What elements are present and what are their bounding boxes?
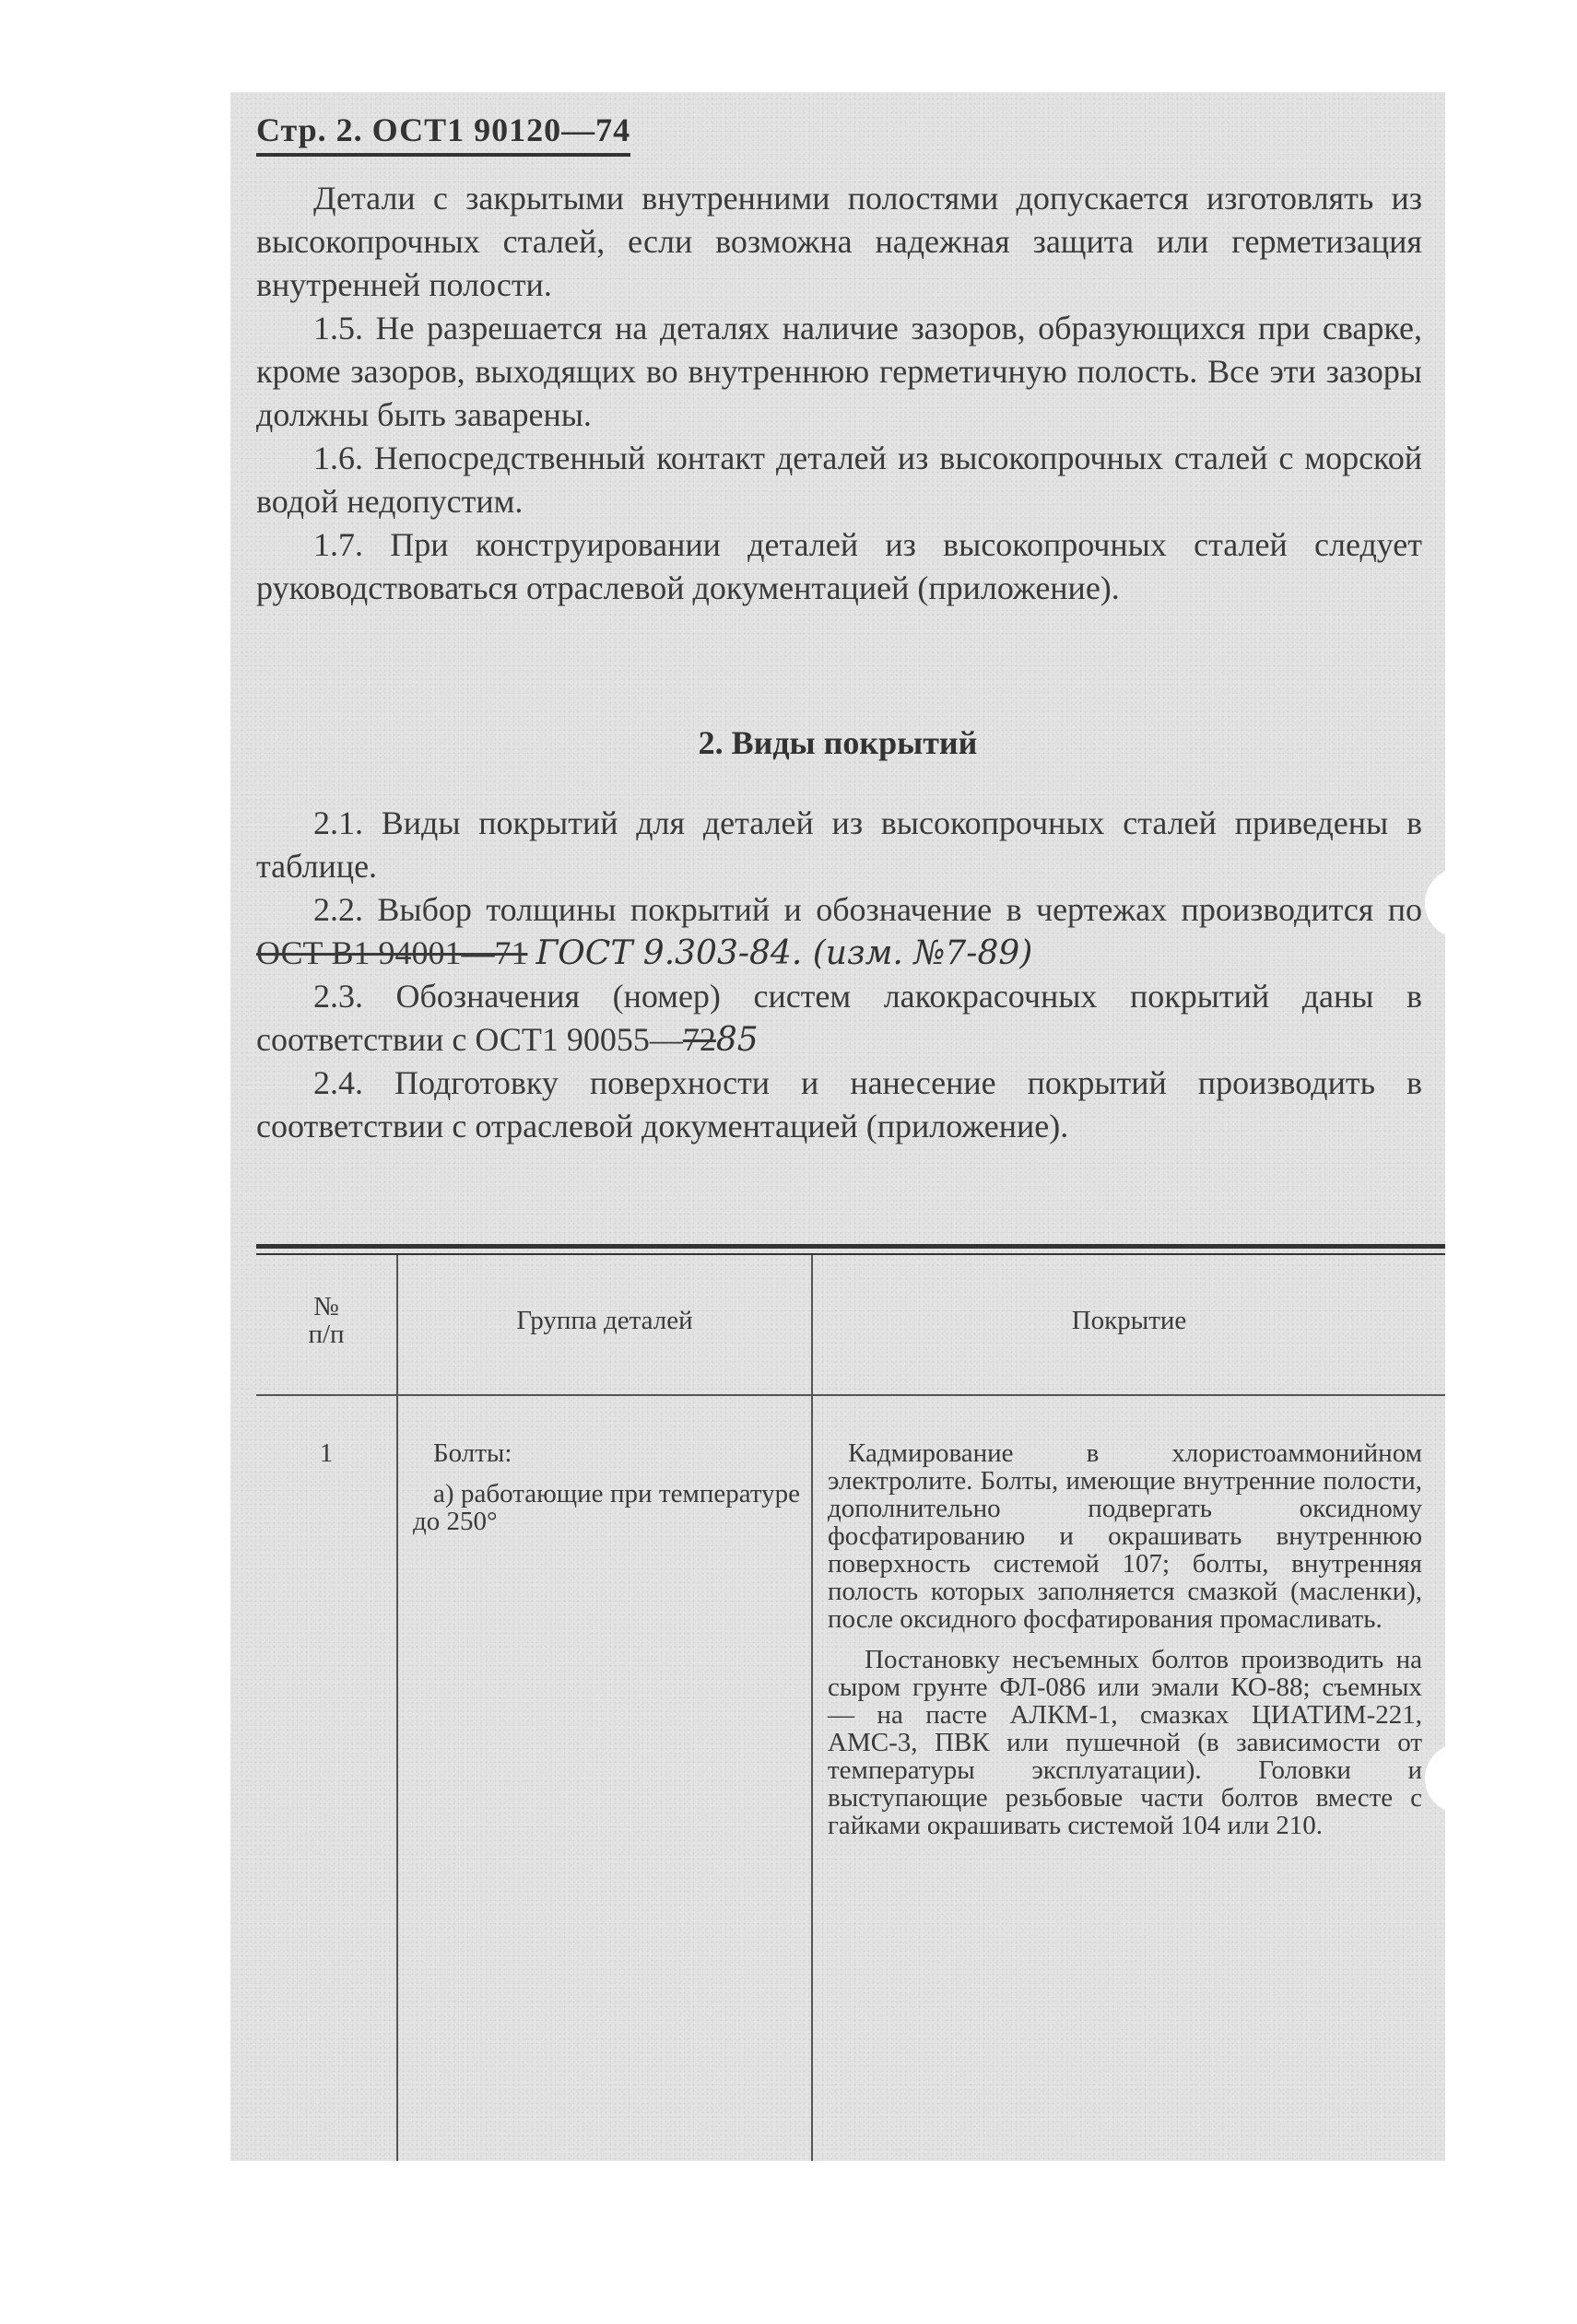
row-group-subitem: а) работающие при температуре до 250°	[413, 1479, 800, 1536]
paragraph-2-2-text: 2.2. Выбор толщины покрытий и обозначение в чертежах производится по	[313, 891, 1422, 928]
row-number: 1	[319, 1438, 334, 1468]
number-sign: №	[313, 1292, 339, 1321]
paragraph-2-3	[256, 975, 1422, 1062]
number-abbrev: п/п	[308, 1320, 345, 1349]
table-header-group: Группа деталей	[516, 1306, 693, 1335]
body-text-block	[256, 177, 1422, 610]
paragraph-2-4: 2.4. Подготовку поверхности и нанесение покрытий производить в соответствии с отраслевой документацией (приложение).	[256, 1064, 1422, 1144]
table-top-rule-thin	[256, 1253, 1445, 1255]
row-group-title: Болты:	[433, 1438, 512, 1468]
section-title: 2. Виды покрытий	[698, 724, 978, 761]
document-page	[230, 92, 1445, 2161]
section-2-text-block	[256, 802, 1422, 1148]
paragraph-2-3-text: 2.3. Обозначения (номер) систем лакокрасочных покрытий даны в соответствии с ОСТ1 90055—	[256, 978, 1422, 1058]
paragraph-1-6: 1.6. Непосредственный контакт деталей из высокопрочных сталей с морской водой недопустим.	[256, 440, 1422, 520]
paragraph-1-5: 1.5. Не разрешается на деталях наличие зазоров, образующихся при сварке, кроме зазоров, выходящих во внутреннюю герметичную полость. Все эти зазоры должны быть заварены.	[256, 310, 1422, 433]
row-coverage-cell	[828, 1439, 1422, 1852]
handwritten-reference: ГОСТ 9.303-84. (изм. №7-89)	[535, 934, 1033, 972]
table-header-rule	[256, 1394, 1445, 1396]
page-notch-top	[1425, 868, 1460, 938]
table-column-divider-2	[811, 1255, 813, 2161]
paragraph-1-7: 1.7. При конструировании деталей из высокопрочных сталей следует руководствоваться отраслевой документацией (приложение).	[256, 526, 1422, 606]
paragraph-2-2	[256, 888, 1422, 975]
struck-year: 72	[682, 1021, 716, 1058]
struck-reference: ОСТ В1 94001—71	[256, 934, 528, 971]
paragraph-intro: Детали с закрытыми внутренними полостями допускается изготовлять из высокопрочных сталей, если возможна надежная защита или герметизация внутренней полости.	[256, 180, 1422, 303]
table-header-number	[256, 1293, 396, 1348]
table-header-coverage: Покрытие	[1071, 1306, 1187, 1335]
handwritten-year: 85	[715, 1021, 759, 1059]
coverage-paragraph-1: Кадмирование в хлористоаммонийном электролите. Болты, имеющие внутренние полости, дополнительно подвергать оксидному фосфатированию и окрашивать внутреннюю поверхность системой 107; болты, внутренняя полость которых заполняется смазкой (масленки), после оксидного фосфатирования промасливать.	[828, 1438, 1422, 1634]
paragraph-2-1: 2.1. Виды покрытий для деталей из высокопрочных сталей приведены в таблице.	[256, 804, 1422, 885]
table-top-rule	[256, 1244, 1445, 1249]
row-group-cell	[413, 1439, 800, 1535]
page-notch-bottom	[1425, 1743, 1460, 1813]
table-column-divider-1	[396, 1255, 398, 2161]
coverage-paragraph-2: Постановку несъемных болтов производить на сыром грунте ФЛ-086 или эмали КО-88; съемных — на пасте АЛКМ-1, смазках ЦИАТИМ-221, АМС-3, ПВК или пушечной (в зависимости от температуры эксплуатации). Головки и выступающие резьбовые части болтов вместе с гайками окрашивать системой 104 или 210.	[828, 1645, 1422, 1840]
page-header: Стр. 2. ОСТ1 90120—74	[256, 111, 630, 157]
